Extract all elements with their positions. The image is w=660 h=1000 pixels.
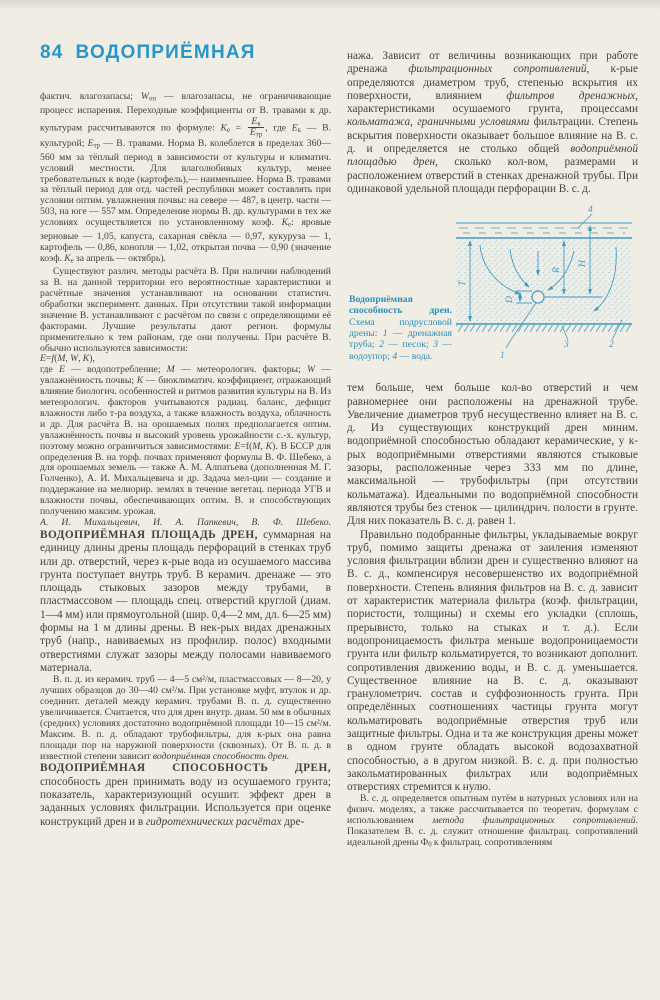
aquitard-floor [456,324,632,332]
label-T: T [458,280,468,287]
label-1: 1 [500,351,505,362]
right-column [347,50,638,852]
label-D: D [505,296,515,304]
drainage-resistance-paragraph: нажа. Зависит от величины возникающих при работе дренажа фильтрационных сопротивлений, к-рые определяются диаметром труб, степенью вскрытия их поверхности, влиянием фильтров дренажных, характеристиками осушаемого грунта, процессами кольматажа, граничными условиями фильтрации. Степень вскрытия поверхности оказывает большое влияние на В. с. д. и определяется не столько общей водоприёмной площадью дрен, сколько кол-вом, размерами и расположением отверстий в стенках дренажной трубы. При одинаковой удельной площади перфорации В. с. д. [347,50,638,195]
running-head [40,42,256,64]
vpd-values-paragraph: В. п. д. из керамич. труб — 4—5 см²/м, пластмассовых — 8—20, у лучших образцов до 30—40 см²/м. При установке муфт, втулок и др. соединит. деталей между керамич. трубами В. п. д. существенно увеличивается. Считается, что для дрен внутр. диам. 50 мм в обычных (средних) условиях достаточно водоприёмной площади 10—15 см²/м. Максим. В. п. д. обладают трубофильтры, для к-рых она равна площади пор на наружной поверхности (сквозных). От В. п. д. в известной степени зависит водоприёмная способность дрен. [40,674,331,762]
inline-fraction: $\frac{E_к}{E_{тр}}$ [249,115,263,139]
water-layer [456,223,632,238]
label-H: H [578,260,588,268]
page-number: 84 [40,42,64,63]
label-2: 2 [609,340,614,351]
right-column-top-text [347,50,638,196]
formula-line: E=f(M, W, K), [40,353,95,365]
formula-explanation: где E — водопотребление; M — метеорологич. факторы; W — увлажнённость почвы; K — биоклиматич. коэффициент, отражающий влияние биологич. особенностей и ритмов развития культуры на В. Из метеорологич. факторов учитываются радиац. баланс, дефицит влажности либо т-ра воздуха, а также влажность воздуха, облачность и др. Для расчёта В. на орошаемых полях предполагается оптим. увлажнённость почвы и высокий уровень урожайности с.-х. культур, поэтому можно ограничиться зависимостями: E=f(M, K). В БССР для определения В. на торф. почвах применяют формулы В. Ф. Шебеко, а для орошаемых земель — также А. М. Алпатьева (дополненная М. Г. Голченко), А. И. Михальцевича и др. Задача мел-ции — создание и поддержание на мелиорир. землях в течение вегетац. периода УГВ и влажности почвы, обеспечивающих оптим. В. и способствующих получению максим. урожая. [40,364,332,518]
right-column-bottom-text [347,382,638,851]
experimental-determination-paragraph: В. с. д. определяется опытным путём в натурных условиях или на физич. моделях, а также рассчитывается по теоретич. формулам с использованием метода фильтрационных сопротивлений. Показателем В. с. д. служит отношение фильтрац. сопротивлений идеальной дрены $Ф_0$ к фильтрац. сопротивлениям [347,793,638,849]
figure-row [347,199,638,376]
article-vodopriyomnaya-sposobnost-dren: ВОДОПРИЁМНАЯ СПОСОБНОСТЬ ДРЕН, способность дрен принимать воду из осушаемого грунта; показатель, характеризующий осушит. эффект дрен в заданных условиях фильтрации. Используется при оценке конструкций дрен и в гидротехнических расчётах дре- [40,762,331,828]
methods-paragraph: Существуют различ. методы расчёта В. При наличии наблюдений за В. на данной территории его вероятностные характеристики и расчётные значения устанавливают на основании статистич. обработки эксперимент. данных. При отсутствии такой информации значение В. устанавливают с расчётом по связи с определяющими её факторами. Лучшие результаты дают регион. формулы применительно к тем районам, где они получены. При расчёте В. обычно используются зависимости: [40,266,331,354]
drain-pipe-circle [532,291,544,303]
label-4: 4 [588,205,593,216]
label-3: 3 [564,340,569,351]
filters-paragraph: Правильно подобранные фильтры, укладываемые вокруг труб, помимо защиты дренажа от заиления изменяют условия фильтрации вблизи дрен и существенно влияют на В. с. д., компенсируя несовершенство их водоприёмной поверхности. Степень влияния фильтров на В. с. д. зависит от характеристик материала фильтра (коэф. фильтрации, пористости, толщины) и схемы его укладки (сплошь, прерывисто, только на стыках и т. д.). Если водопроницаемость фильтра меньше водопроницаемости грунта или фильтр кольматируется, то возникают дополнит. сопротивления движению воды, и В. с. д. уменьшается. Существенное влияние на В. с. д. оказывают гранулометрич. состав и суффозионность грунта. При определённых соотношениях частицы грунта могут кольматировать водоприёмные отверстия труб или защитные фильтры. Одна и та же конструкция дрены может в одном грунте обладать высокой водозахватной способностью, а в другом низкой. В. с. д. при полностью закольматированных фильтрах или водоприёмных отверстиях стремится к нулю. [347,528,638,794]
continued-article-text: фактич. влагозапасы; $W_{оп}$ — влагозапасы, не ограничивающие процесс испарения. Переходные коэффициенты от В. травами к др. культурам рассчитываются по формуле: $K_е$ = $\frac{E_к}{E_{тр}}$ , где $E_к$ — В. культурой; $E_{тр}$ — В. травами. Норма В. колеблется в пределах 360—560 мм за тёплый период в зависимости от культуры и климатич. условий местности. Для влаголюбивых культур, менее требовательных к воде (картофель),— наименьшее. Норма В. травами за тёплый период для отд. частей республики может составлять при условии оптим. увлажнения почвы: на севере — 487, в центр. части — 503, на юге — 557 мм. Определение нормы В. др. культурами в тех же условиях осуществляется по установленному коэф. $K_е$: яровые зерновые — 1,05, капуста, сахарная свёкла — 0,97, кукуруза — 1, картофель — 0,86, конопля — 1,02, открытая почва — 0,90 (значение коэф. $K_е$ за апрель — октябрь). [40,91,332,265]
running-title: ВОДОПРИЁМНАЯ [75,42,256,63]
openings-count-paragraph: тем больше, чем больше кол-во отверстий и чем равномернее они расположены на дренажной трубе. Увеличение диаметров труб несущественно влияет на В. с. д. Из существующих конструкций дрен миним. водоприёмной способностью обладают керамические, у к-рых водоприёмными отверстиями являются стыковые зазоры, расположенные через 333 мм по длине, максимальной — трубофильтры (при отсутствии кольматажа). Идеальными по водоприёмной способности являются трубы без стенок — цилиндрич. полости в грунте. Для них показатель В. с. д. равен 1. [347,382,638,528]
article-vodopriyomnaya-ploshchad-dren: ВОДОПРИЁМНАЯ ПЛОЩАДЬ ДРЕН, суммарная на единицу длины дрены площадь перфораций в стенках труб или др. отверстий, через к-рые вода из осушаемого массива грунта поступает внутрь труб. В керамич. дренаже — это площадь стыковых зазоров между трубами, в пластмассовом — площадь спец. отверстий круглой (диам. 1—4 мм) или прямоугольной (шир. 0,4—2 мм, дл. 6—25 мм) формы на 1 м длины дрены. В нек-рых видах дренажных труб (напр., навиваемых из профилир. полос) входными отверстиями служат зазоры между полосами навиваемого материала. [40,528,331,674]
sand-area [456,238,632,324]
figure-art [452,199,638,376]
left-column [40,92,331,829]
figure-caption: Водоприёмная способность дрен. Схема подрусловой дрены: 1 — дренажная труба; 2 — песок; 3 — водоупор; 4 — вода. [349,293,452,362]
label-R: R [552,267,562,274]
authors-signature: А. И. Михальцевич, И. А. Папкевич, В. Ф. Шебеко. [40,517,331,528]
drain-scheme-diagram [452,199,636,371]
